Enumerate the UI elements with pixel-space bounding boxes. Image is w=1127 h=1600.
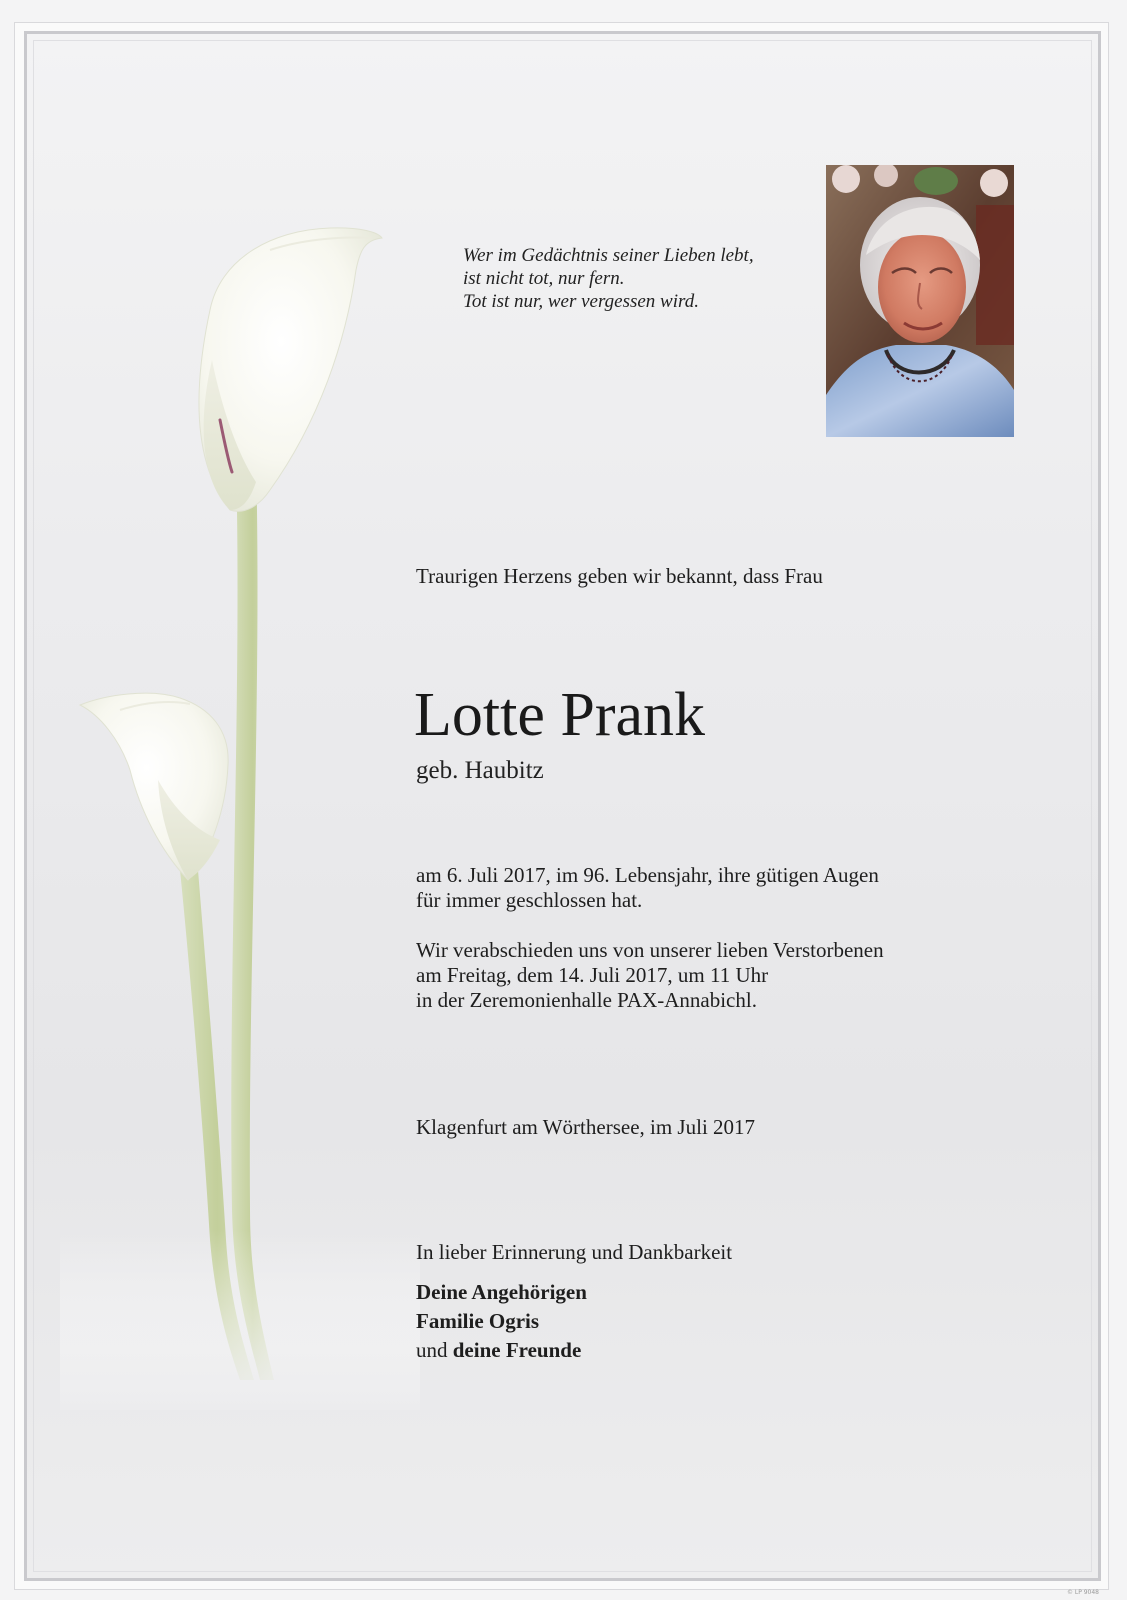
farewell-line: Wir verabschieden uns von unserer lieben Verstorbenen [416, 938, 884, 962]
farewell-line: in der Zeremonienhalle PAX-Annabichl. [416, 988, 757, 1012]
announcement-text: Traurigen Herzens geben wir bekannt, dass Frau [416, 564, 823, 588]
signer-family: Familie Ogris [416, 1309, 540, 1333]
quote-line: Wer im Gedächtnis seiner Lieben lebt, [463, 245, 754, 266]
signer-relatives: Deine Angehörigen [416, 1280, 587, 1304]
portrait-photo [826, 165, 1014, 437]
signers [416, 1278, 587, 1365]
closing-intro: In lieber Erinnerung und Dankbarkeit [416, 1240, 733, 1264]
maiden-name: geb. Haubitz [416, 757, 544, 784]
death-notice-line: für immer geschlossen hat. [416, 888, 643, 912]
copyright-mark: © LP 9048 [1066, 1589, 1099, 1596]
farewell-details [416, 938, 884, 1013]
death-notice [416, 863, 879, 913]
signer-friends [416, 1336, 587, 1365]
farewell-line: am Freitag, dem 14. Juli 2017, um 11 Uhr [416, 963, 769, 987]
signer-friends-prefix: und [416, 1338, 448, 1362]
quote-line: ist nicht tot, nur fern. [463, 268, 625, 289]
place-and-date: Klagenfurt am Wörthersee, im Juli 2017 [416, 1115, 756, 1139]
death-notice-line: am 6. Juli 2017, im 96. Lebensjahr, ihre gütigen Augen [416, 863, 879, 887]
calla-lily-illustration [60, 210, 420, 1410]
memorial-quote [463, 244, 803, 313]
quote-line: Tot ist nur, wer vergessen wird. [463, 291, 699, 312]
signer-friends-name: deine Freunde [452, 1338, 582, 1362]
deceased-name: Lotte Prank [414, 681, 705, 749]
